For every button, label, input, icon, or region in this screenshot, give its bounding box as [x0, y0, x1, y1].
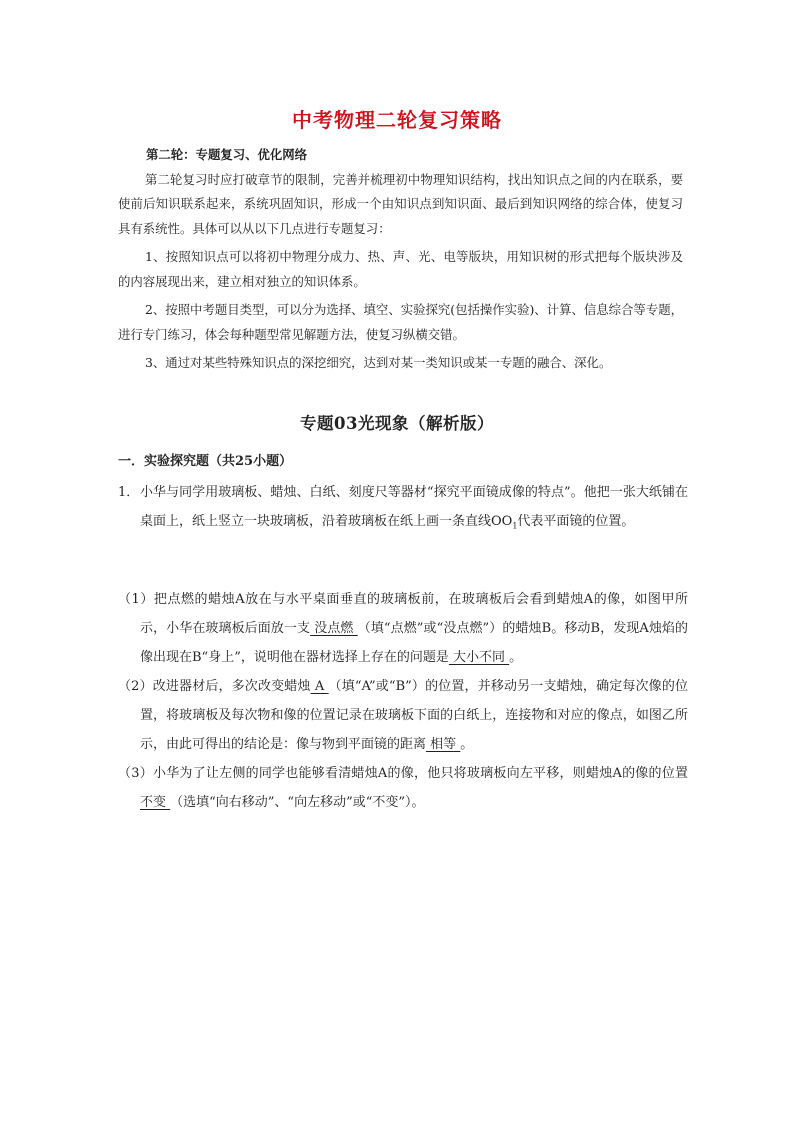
question-stem [118, 478, 688, 541]
answer-blank-5: 不变 [140, 794, 171, 810]
sub-question-3 [118, 759, 688, 817]
sub-question-3-label: （3） [118, 765, 153, 781]
question-stem-text-b: 代表平面镜的位置。 [517, 514, 635, 529]
answer-blank-3: A [310, 678, 329, 694]
sub-question-3-text-b: （选填“向右移动”、“向左移动”或“不变”）。 [170, 794, 425, 810]
intro-point-1: 1、按照知识点可以将初中物理分成力、热、声、光、电等版块，用知识树的形式把每个版块涉及的内容展现出来，建立相对独立的知识体系。 [118, 249, 683, 289]
question-stem-text-a: 小华与同学用玻璃板、蜡烛、白纸、刻度尺等器材“探究平面镜成像的特点”。他把一张大纸铺在桌面上，纸上竖立一块玻璃板，沿着玻璃板在纸上画一条直线OO [140, 485, 688, 529]
answer-blank-4: 相等 [426, 736, 461, 752]
sub-question-2-text-b: （填“A”或“B”）的位置，并移动另一支蜡烛，确定每次像的位置，将玻璃板及每次物和像的位置记录在玻璃板下面的白纸上，连接物和对应的像点，如图乙所示，由此可得出的结论是：像与物到平面镜的距离 [140, 678, 688, 752]
sub-question-3-text-a: 小华为了让左侧的同学也能够看清蜡烛A的像，他只将玻璃板向左平移，则蜡烛A的像的位置 [152, 765, 688, 781]
document-title: 中考物理二轮复习策略 [292, 108, 502, 132]
section-title: 专题03光现象（解析版） [300, 414, 494, 433]
sub-question-1-text-b: （填“点燃”或“没点燃”）的蜡烛B。移动B，发现A烛焰的像出现在B“身上”，说明他在器材选择上存在的问题是 [140, 620, 688, 665]
question-1 [118, 478, 688, 817]
sub-question-2-text-c: 。 [460, 736, 474, 752]
intro-subtitle: 第二轮：专题复习、优化网络 [146, 147, 308, 162]
answer-blank-2: 大小不同 [448, 649, 510, 665]
sub-question-1-text-c: 。 [509, 649, 523, 665]
sub-question-2-label: （2） [118, 678, 153, 694]
question-stem-subscript: 1 [512, 521, 518, 531]
intro-section [118, 143, 683, 376]
part-title: 一．实验探究题（共25小题） [118, 454, 293, 469]
intro-paragraph: 第二轮复习时应打破章节的限制，完善并梳理初中物理知识结构，找出知识点之间的内在联系，要使前后知识联系起来，系统巩固知识，形成一个由知识点到知识面、最后到知识网络的综合体，使复习具有系统性。具体可以从以下几点进行专题复习： [118, 171, 683, 236]
sub-question-2 [118, 672, 688, 759]
intro-point-2: 2、按照中考题目类型，可以分为选择、填空、实验探究(包括操作实验)、计算、信息综合等专题，进行专门练习，体会每种题型常见解题方法，使复习纵横交错。 [118, 302, 683, 342]
sub-question-1-text-a: 把点燃的蜡烛A放在与水平桌面垂直的玻璃板前，在玻璃板后会看到蜡烛A的像，如图甲所示，小华在玻璃板后面放一支 [140, 591, 688, 636]
sub-questions [118, 585, 688, 817]
question-number: 1． [118, 485, 140, 500]
sub-question-2-text-a: 改进器材后，多次改变蜡烛 [152, 678, 311, 694]
sub-question-1 [118, 585, 688, 672]
intro-point-3: 3、通过对某些特殊知识点的深挖细究，达到对某一类知识或某一专题的融合、深化。 [145, 355, 612, 370]
answer-blank-1: 没点燃 [310, 620, 358, 636]
sub-question-1-label: （1） [118, 591, 154, 607]
